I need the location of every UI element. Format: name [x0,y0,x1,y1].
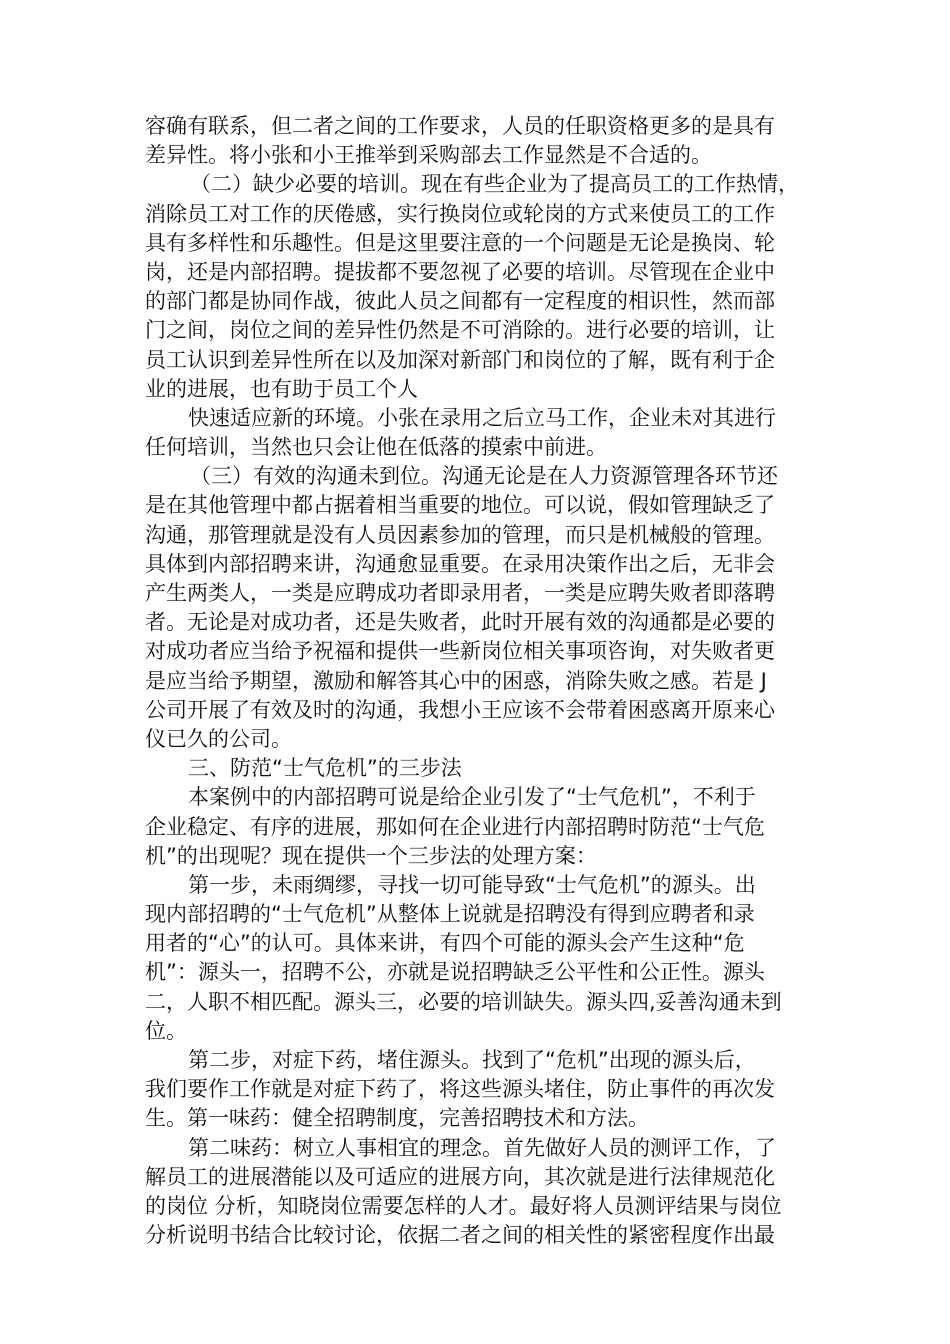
text-line: 现内部招聘的“士气危机”从整体上说就是招聘没有得到应聘者和录 [145,902,755,927]
text-line: 机”：源头一，招聘不公，亦就是说招聘缺乏公平性和公正性。源头 [145,960,765,985]
text-line: 分析说明书结合比较讨论，依据二者之间的相关性的紧密程度作出最 [145,1223,775,1248]
text-line: 具体到内部招聘来讲，沟通愈显重要。在录用决策作出之后，无非会 [145,551,775,576]
text-line: （三）有效的沟通未到位。沟通无论是在人力资源管理各环节还 [190,464,778,489]
text-line: 容确有联系，但二者之间的工作要求，人员的任职资格更多的是具有 [145,114,775,138]
text-line: 生。第一味药：健全招聘制度，完善招聘技术和方法。 [145,1106,649,1131]
text-line: 者。无论是对成功者，还是失败者，此时开展有效的沟通都是必要的 [145,610,775,635]
text-line: 快速适应新的环境。小张在录用之后立马工作，企业未对其进行 [188,405,776,430]
text-line: 门之间，岗位之间的差异性仍然是不可消除的。进行必要的培训，让 [145,318,775,343]
text-line: 岗，还是内部招聘。提拔都不要忽视了必要的培训。尽管现在企业中 [145,259,775,284]
body-text [145,112,813,1250]
text-line: 业的进展，也有助于员工个人 [145,376,418,401]
text-line: （二）缺少必要的培训。现在有些企业为了提高员工的工作热情， [190,172,799,197]
text-line: 位。 [145,1018,187,1043]
text-line: 三、防范“士气危机”的三步法 [188,756,462,781]
text-line: 任何培训，当然也只会让他在低落的摸索中前进。 [145,435,607,460]
text-line: 消除员工对工作的厌倦感，实行换岗位或轮岗的方式来使员工的工作 [145,201,775,226]
text-line: 解员工的进展潜能以及可适应的进展方向，其次就是进行法律规范化 [145,1164,775,1189]
text-line: 的部门都是协同作战，彼此人员之间都有一定程度的相识性，然而部 [145,289,775,314]
text-line: 的岗位 分析，知晓岗位需要怎样的人才。最好将人员测评结果与岗位 [145,1193,782,1218]
text-line: 员工认识到差异性所在以及加深对新部门和岗位的了解，既有利于企 [145,347,775,372]
text-line: 是在其他管理中都占据着相当重要的地位。可以说，假如管理缺乏了 [145,493,775,518]
text-line: 我们要作工作就是对症下药了，将这些源头堵住，防止事件的再次发 [145,1077,775,1102]
text-line: 仪已久的公司。 [145,726,292,751]
text-line: 对成功者应当给予祝福和提供一些新岗位相关事项咨询，对失败者更 [145,639,775,664]
text-line: 是应当给予期望，激励和解答其心中的困惑，消除失败之感。若是 J [145,668,767,693]
text-line: 具有多样性和乐趣性。但是这里要注意的一个问题是无论是换岗、轮 [145,230,775,255]
text-line: 产生两类人，一类是应聘成功者即录用者，一类是应聘失败者即落聘 [145,581,775,605]
text-line: 第二步，对症下药，堵住源头。找到了“危机”出现的源头后， [188,1048,756,1072]
text-line: 沟通，那管理就是没有人员因素参加的管理，而只是机械般的管理。 [145,522,775,547]
text-line: 用者的“心”的认可。具体来讲，有四个可能的源头会产生这种“危 [145,931,745,956]
text-line: 第二味药：树立人事相宜的理念。首先做好人员的测评工作，了 [188,1135,776,1160]
text-line: 本案例中的内部招聘可说是给企业引发了“士气危机”，不利于 [188,785,756,810]
text-line: 第一步，未雨绸缪，寻找一切可能导致“士气危机”的源头。出 [188,872,756,897]
text-line: 二，人职不相匹配。源头三，必要的培训缺失。源头四,妥善沟通未到 [145,989,782,1014]
text-line: 机”的出现呢？现在提供一个三步法的处理方案： [145,843,597,868]
text-line: 差异性。将小张和小王推举到采购部去工作显然是不合适的。 [145,143,712,168]
text-line: 公司开展了有效及时的沟通，我想小王应该不会带着困惑离开原来心 [145,697,775,722]
text-line: 企业稳定、有序的进展，那如何在企业进行内部招聘时防范“士气危 [145,814,765,839]
